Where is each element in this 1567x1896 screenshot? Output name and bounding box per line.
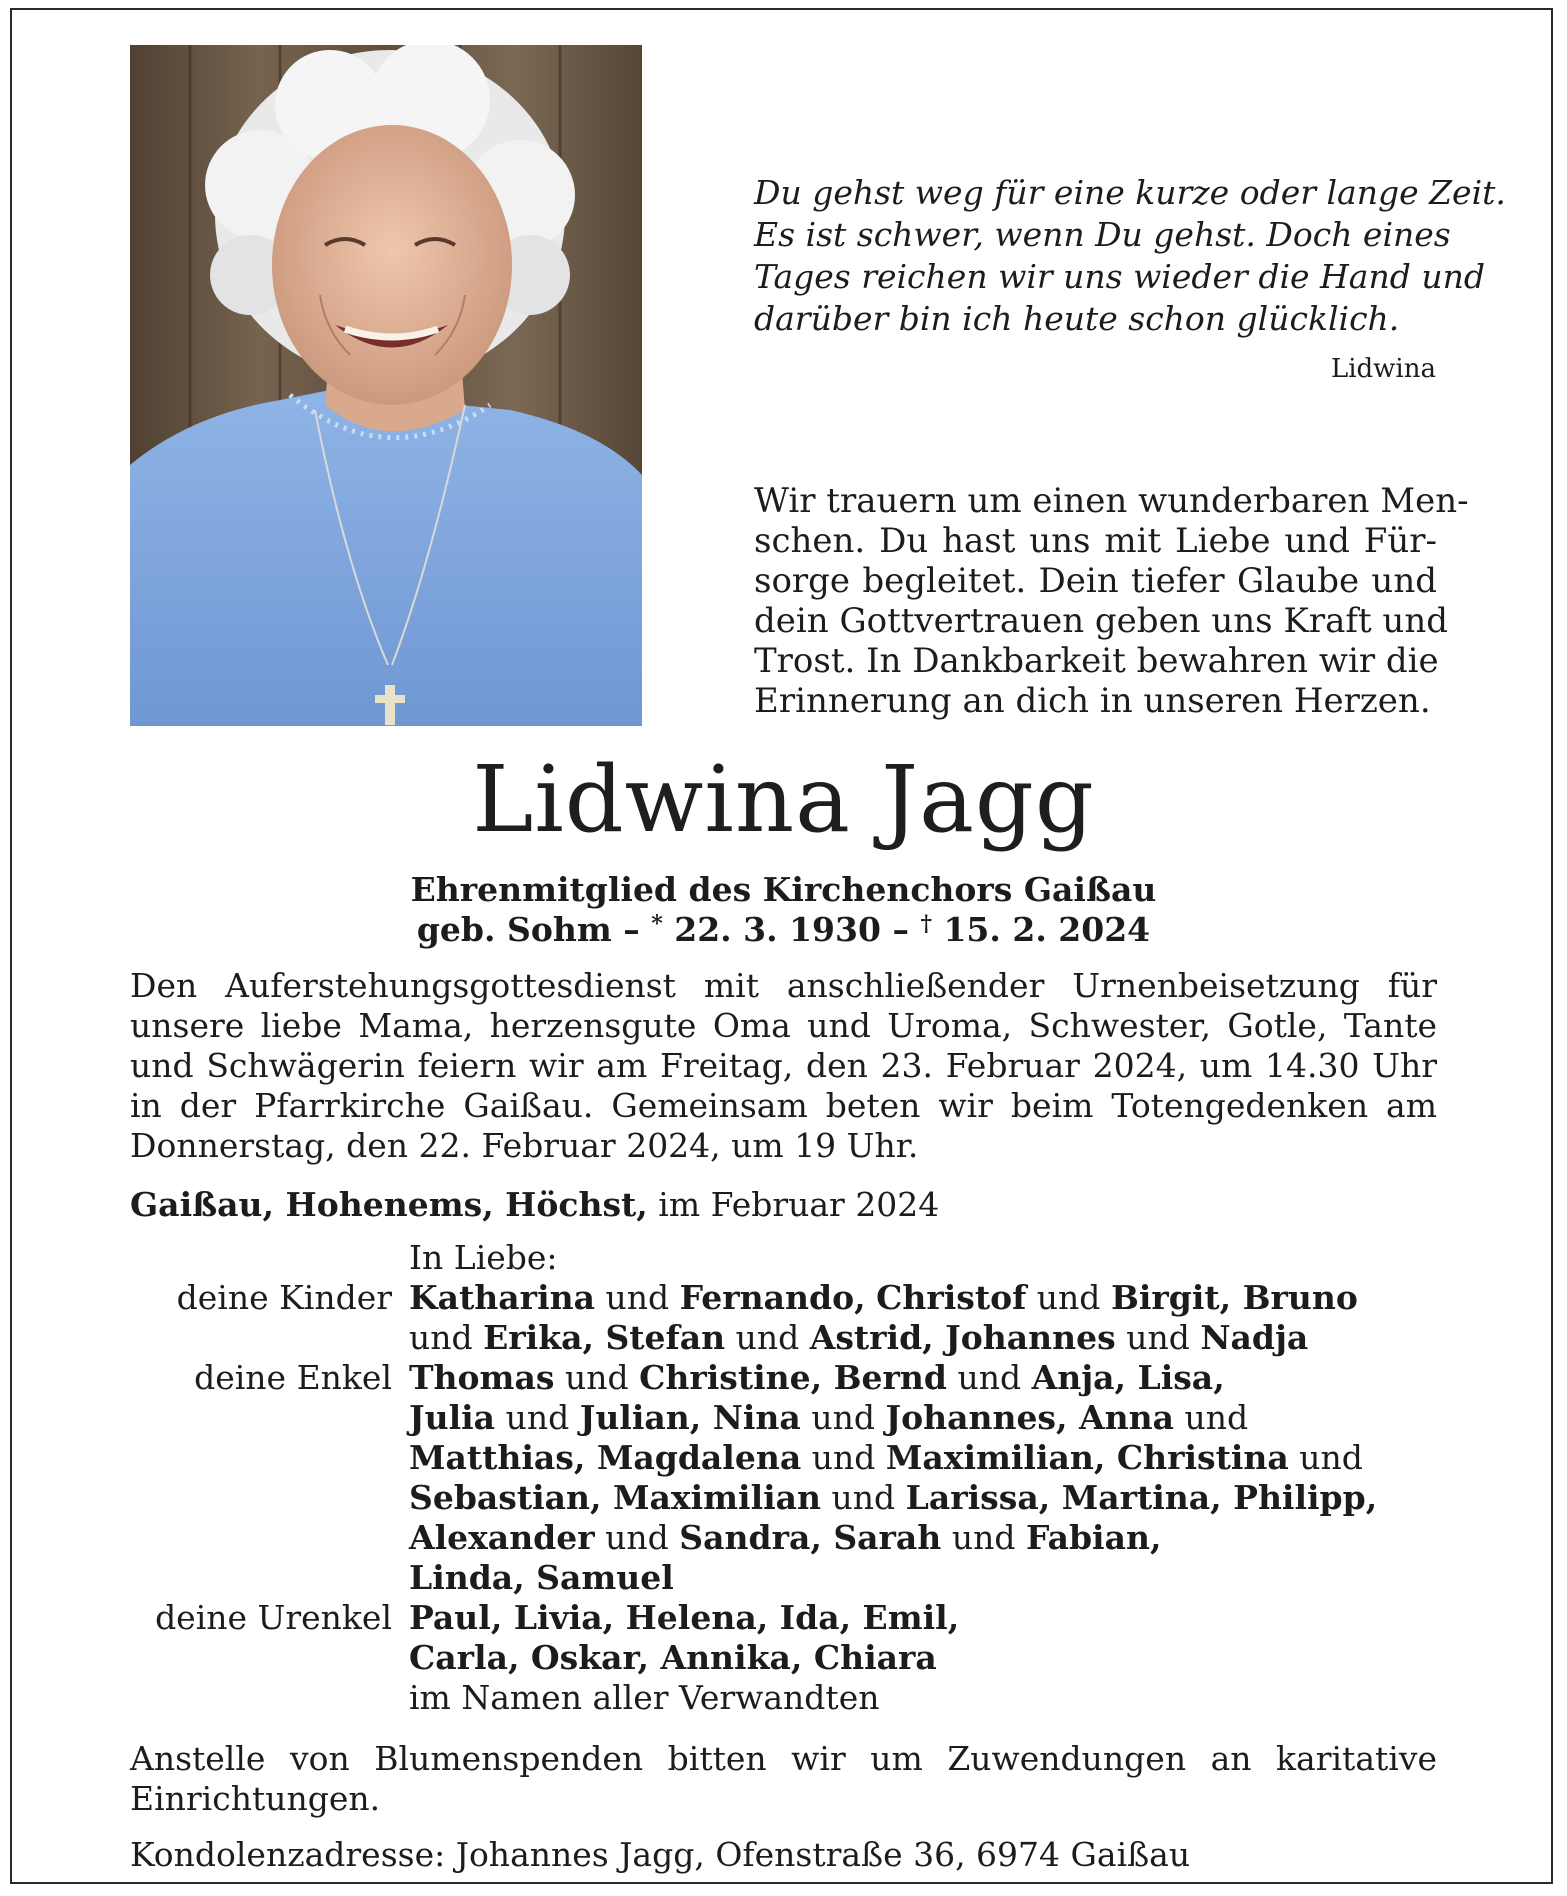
children-group <box>130 1278 1450 1358</box>
separator: – <box>623 910 640 949</box>
mourning-line: Trost. In Dankbarkeit bewahren wir die <box>754 641 1439 681</box>
birth-mark: * <box>651 911 663 937</box>
grandchildren-group <box>130 1358 1450 1598</box>
death-mark: † <box>920 911 932 937</box>
service-line: Donnerstag, den 22. Februar 2024, um 19 Uhr. <box>130 1126 919 1165</box>
grandchildren-label: deine Enkel <box>194 1358 392 1397</box>
name-line: Alexander und Sandra, Sarah und Fabian, <box>409 1518 1162 1557</box>
towns: Gaißau, Hohenems, Höchst, <box>130 1185 648 1224</box>
mourning-line: schen. Du hast uns mit Liebe und Für- <box>754 521 1437 561</box>
name-line: Thomas und Christine, Bernd und Anja, Lisa, <box>409 1358 1225 1397</box>
name-line: Matthias, Magdalena und Maximilian, Christina und <box>409 1438 1363 1477</box>
great-grandchildren-group <box>130 1598 1450 1678</box>
flowers-line: Einrichtungen. <box>130 1779 381 1818</box>
poem-line: Du gehst weg für eine kurze oder lange Zeit. <box>754 173 1506 212</box>
name-line: Paul, Livia, Helena, Ida, Emil, <box>409 1598 960 1637</box>
name-line: Julia und Julian, Nina und Johannes, Anna und <box>409 1398 1249 1437</box>
name-line: Katharina und Fernando, Christof und Birgit, Bruno <box>409 1278 1358 1317</box>
poem <box>754 172 1506 340</box>
flowers-note <box>130 1739 1437 1819</box>
separator: – <box>892 910 909 949</box>
birth-name: geb. Sohm <box>416 910 612 949</box>
poem-line: Es ist schwer, wenn Du gehst. Doch eines <box>754 215 1451 254</box>
condolence-address: Kondolenzadresse: Johannes Jagg, Ofenstraße 36, 6974 Gaißau <box>130 1835 1191 1874</box>
flowers-line: Anstelle von Blumenspenden bitten wir um Zuwendungen an karitative <box>130 1739 1437 1778</box>
mourning-line: Erinnerung an dich in unseren Herzen. <box>754 681 1431 721</box>
children-label: deine Kinder <box>176 1278 392 1317</box>
service-line: Den Auferstehungsgottesdienst mit anschließender Urnenbeisetzung für <box>130 966 1437 1005</box>
mourning-text <box>754 481 1469 721</box>
name-line: Carla, Oskar, Annika, Chiara <box>409 1638 937 1677</box>
poem-line: Tages reichen wir uns wieder die Hand und <box>754 257 1485 296</box>
name-line: Sebastian, Maximilian und Larissa, Martina, Philipp, <box>409 1478 1378 1517</box>
poem-line: darüber bin ich heute schon glücklich. <box>754 299 1400 338</box>
mourning-line: sorge begleitet. Dein tiefer Glaube und <box>754 561 1437 601</box>
mourning-line: Wir trauern um einen wunderbaren Men- <box>754 481 1469 521</box>
name-line: und Erika, Stefan und Astrid, Johannes und Nadja <box>409 1318 1309 1357</box>
birth-date: 22. 3. 1930 <box>674 910 881 949</box>
mourning-line: dein Gottvertrauen geben uns Kraft und <box>754 601 1448 641</box>
service-line: und Schwägerin feiern wir am Freitag, den 23. Februar 2024, um 14.30 Uhr <box>130 1046 1437 1085</box>
life-dates <box>0 910 1567 950</box>
relatives-note: im Namen aller Verwandten <box>409 1678 880 1717</box>
deceased-name: Lidwina Jagg <box>472 746 1095 853</box>
place-date <box>130 1185 1430 1225</box>
poem-author: Lidwina <box>1330 354 1436 384</box>
honor-title: Ehrenmitglied des Kirchenchors Gaißau <box>410 870 1157 909</box>
notice-date: im Februar 2024 <box>658 1185 940 1224</box>
family-list <box>130 1238 1450 1718</box>
service-line: unsere liebe Mama, herzensgute Oma und Uroma, Schwester, Gotle, Tante <box>130 1006 1437 1045</box>
in-love-label: In Liebe: <box>409 1238 558 1277</box>
name-line: Linda, Samuel <box>409 1558 674 1597</box>
service-text <box>130 966 1437 1166</box>
portrait-photo <box>130 45 642 726</box>
death-date: 15. 2. 2024 <box>943 910 1151 949</box>
service-line: in der Pfarrkirche Gaißau. Gemeinsam beten wir beim Totengedenken am <box>130 1086 1437 1125</box>
great-grandchildren-label: deine Urenkel <box>155 1598 392 1637</box>
